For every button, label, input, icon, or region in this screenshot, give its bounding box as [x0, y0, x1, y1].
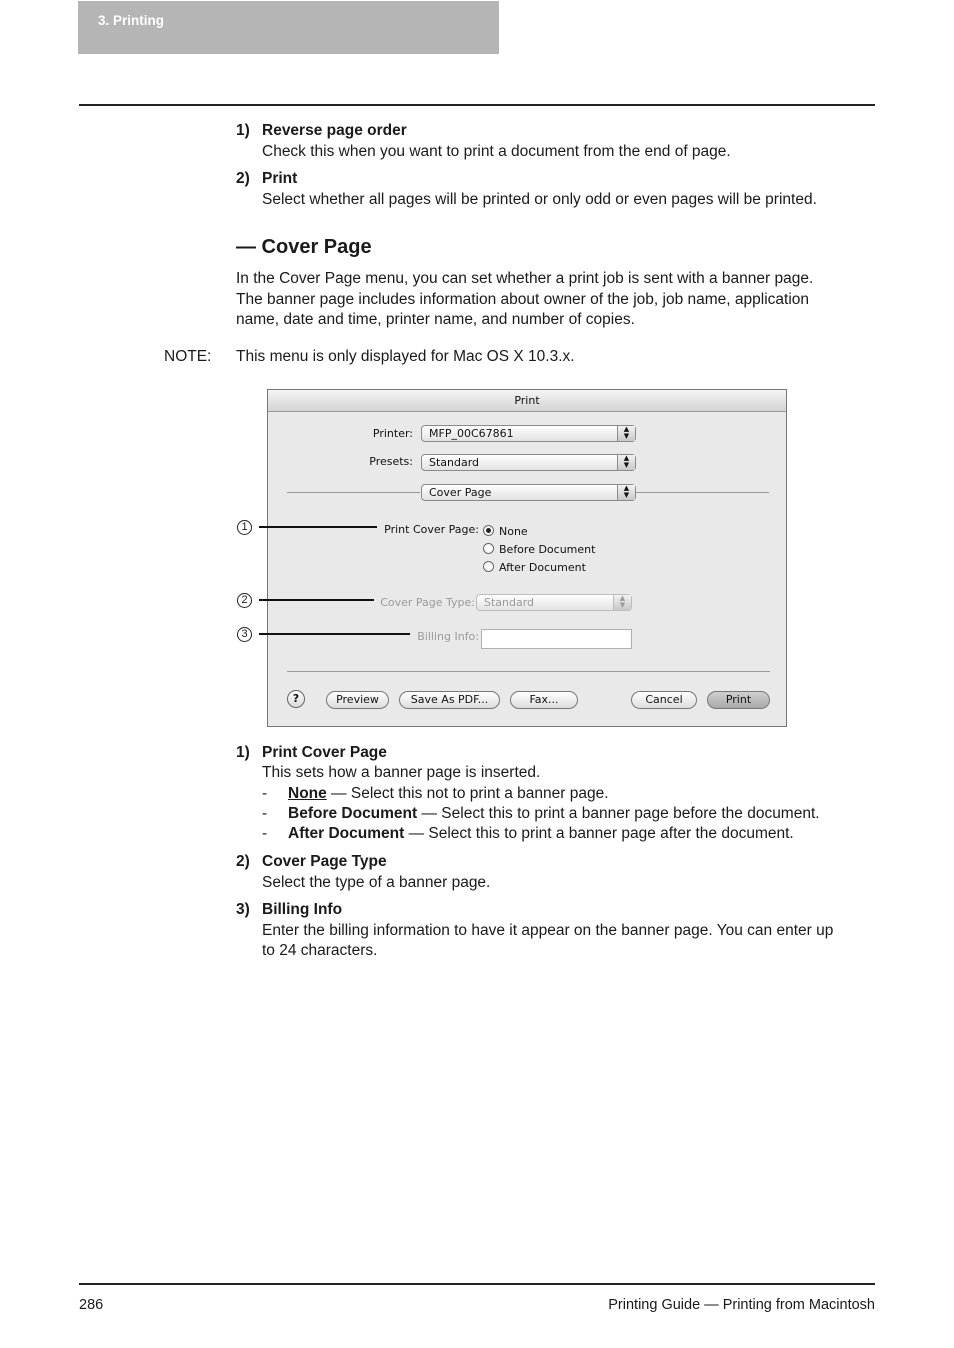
list2-item2-number: 2)	[236, 853, 250, 870]
updown-arrows-icon: ▲ ▼	[617, 455, 635, 470]
presets-label: Presets:	[369, 455, 413, 468]
intro-paragraph-line-3: name, date and time, printer name, and number of copies.	[236, 311, 635, 328]
callout-1: 1	[237, 520, 252, 535]
bullet-before	[288, 805, 820, 823]
panel-popup[interactable]	[421, 484, 636, 501]
list2-item1-number: 1)	[236, 744, 250, 761]
radio-after-label: After Document	[499, 561, 586, 574]
list2-item3-desc-line-1: Enter the billing information to have it appear on the banner page. You can enter up	[262, 922, 834, 939]
billing-info-field[interactable]	[481, 629, 632, 649]
printer-label: Printer:	[372, 427, 413, 440]
cover-type-label: Cover Page Type:	[380, 596, 475, 609]
radio-none[interactable]	[483, 525, 494, 536]
separator-left	[287, 492, 420, 493]
bullet-after-term: After Document	[288, 825, 405, 842]
preview-button[interactable]: Preview	[326, 691, 389, 709]
intro-paragraph-line-1: In the Cover Page menu, you can set whether a print job is sent with a banner page.	[236, 270, 814, 287]
bullet-dash: -	[262, 805, 268, 822]
panel-value: Cover Page	[429, 486, 492, 499]
section-tab	[78, 1, 499, 54]
list1-item2-desc: Select whether all pages will be printed or only odd or even pages will be printed.	[262, 191, 817, 208]
bullet-dash: -	[262, 785, 268, 802]
dialog-title: Print	[514, 394, 540, 407]
list2-item3-title: Billing Info	[262, 901, 343, 918]
section-heading: — Cover Page	[236, 236, 372, 258]
printer-value: MFP_00C67861	[429, 427, 514, 440]
printer-popup[interactable]	[421, 425, 636, 442]
cover-type-popup[interactable]	[476, 594, 632, 611]
presets-value: Standard	[429, 456, 480, 469]
list1-item1-number: 1)	[236, 122, 250, 139]
updown-arrows-icon: ▲ ▼	[617, 426, 635, 441]
print-button[interactable]: Print	[707, 691, 770, 709]
radio-before-document[interactable]	[483, 543, 494, 554]
bullet-dash: -	[262, 825, 268, 842]
callout-3: 3	[237, 627, 252, 642]
radio-after-document[interactable]	[483, 561, 494, 572]
list1-item2-title: Print	[262, 170, 298, 187]
note-label: NOTE:	[164, 348, 212, 365]
list1-item1-desc: Check this when you want to print a document from the end of page.	[262, 143, 731, 160]
bullet-none-text: — Select this not to print a banner page.	[326, 785, 609, 802]
callout-1-line	[259, 526, 377, 528]
updown-arrows-icon: ▲ ▼	[613, 595, 631, 610]
intro-paragraph-line-2: The banner page includes information about owner of the job, job name, application	[236, 291, 810, 308]
bullet-none-term: None	[288, 785, 327, 802]
help-button[interactable]: ?	[287, 690, 305, 708]
list2-item3-desc-line-2: to 24 characters.	[262, 942, 378, 959]
radio-before-label: Before Document	[499, 543, 596, 556]
cancel-button[interactable]: Cancel	[631, 691, 697, 709]
print-cover-label: Print Cover Page:	[384, 523, 479, 536]
fax-button[interactable]: Fax...	[510, 691, 578, 709]
print-dialog	[267, 389, 787, 727]
list2-item1-title: Print Cover Page	[262, 744, 387, 761]
save-as-pdf-button[interactable]: Save As PDF...	[399, 691, 500, 709]
note-text: This menu is only displayed for Mac OS X 10.3.x.	[236, 348, 575, 365]
list2-item2-title: Cover Page Type	[262, 853, 387, 870]
radio-none-label: None	[499, 525, 528, 538]
cover-type-value: Standard	[484, 596, 535, 609]
list2-item2-desc: Select the type of a banner page.	[262, 874, 491, 891]
dialog-titlebar	[268, 390, 786, 412]
callout-2-line	[259, 599, 374, 601]
bottom-separator	[287, 671, 770, 672]
bullet-none	[288, 785, 609, 803]
billing-info-label: Billing Info:	[417, 630, 479, 643]
presets-popup[interactable]	[421, 454, 636, 471]
top-rule	[79, 104, 875, 106]
separator-right	[636, 492, 769, 493]
list1-item2-number: 2)	[236, 170, 250, 187]
page-number: 286	[79, 1297, 104, 1313]
footer-title: Printing Guide — Printing from Macintosh	[608, 1297, 875, 1313]
list2-item3-number: 3)	[236, 901, 250, 918]
section-label: 3. Printing	[98, 13, 165, 28]
bullet-before-text: — Select this to print a banner page before the document.	[417, 805, 820, 822]
list2-item1-desc: This sets how a banner page is inserted.	[262, 764, 541, 781]
callout-2: 2	[237, 593, 252, 608]
bullet-before-term: Before Document	[288, 805, 418, 822]
bottom-rule	[79, 1283, 875, 1285]
bullet-after-text: — Select this to print a banner page after the document.	[404, 825, 794, 842]
bullet-after	[288, 825, 794, 843]
list1-item1-title: Reverse page order	[262, 122, 407, 139]
callout-3-line	[259, 633, 410, 635]
updown-arrows-icon: ▲ ▼	[617, 485, 635, 500]
